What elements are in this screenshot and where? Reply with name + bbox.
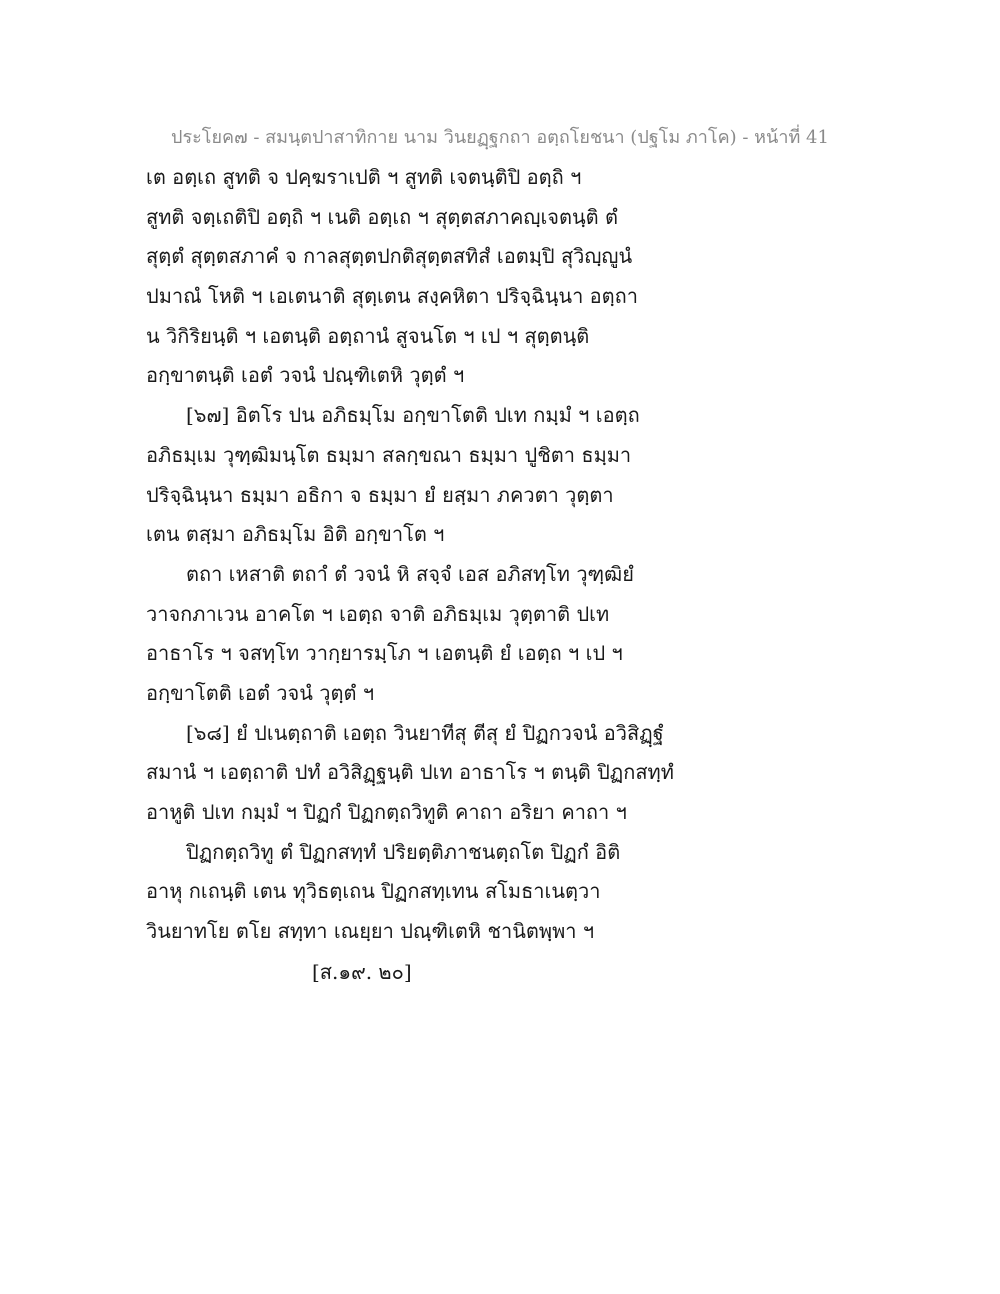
body-text [146, 158, 846, 952]
text-line: อาธาโร ฯ จสทฺโท วากฺยารมฺโภ ฯ เอตนฺติ ยํ เอตฺถ ฯ เป ฯ [146, 641, 623, 666]
text-line: อกฺขาโตติ เอตํ วจนํ วุตฺตํ ฯ [146, 680, 375, 705]
text-line: อาหุ กเถนฺติ เตน ทุวิธตฺเถน ปิฏกสทฺเทน สโมธาเนตฺวา [146, 879, 601, 904]
paragraph-start: ตถา เหสาติ ตถาํ ตํ วจนํ หิ สจฺจํ เอส อภิสทฺโท วุฑฺฒิยํ [186, 561, 634, 586]
text-line: อกฺขาตนฺติ เอตํ วจนํ ปณฺฑิเตหิ วุตฺตํ ฯ [146, 363, 465, 388]
text-line: วินยาทโย ตโย สทฺทา เณยฺยา ปณฺฑิเตหิ ชานิตพฺพา ฯ [146, 919, 595, 944]
text-line: สูทติ จตฺเถติปิ อตฺถิ ฯ เนติ อตฺเถ ฯ สุตฺตสภาคญฺเจตนฺติ ตํ [146, 204, 619, 229]
text-line: อภิธมฺเม วุฑฺฒิมนฺโต ธมฺมา สลกฺขณา ธมฺมา ปูชิตา ธมฺมา [146, 442, 632, 467]
text-line: เตน ตสฺมา อภิธมฺโม อิติ อกฺขาโต ฯ [146, 522, 445, 547]
paragraph-68-start: [๖๘] ยํ ปเนตฺถาติ เอตฺถ วินยาทีสุ ตีสุ ยํ ปิฏกวจนํ อวิสิฏฺฐํ [186, 720, 664, 745]
page-reference: [ส.๑๙. ๒๐] [312, 960, 412, 984]
paragraph-start: ปิฏกตฺถวิทู ตํ ปิฏกสทฺทํ ปริยตฺติภาชนตฺถโต ปิฏกํ อิติ [186, 839, 621, 864]
text-line: ปมาณํ โหติ ฯ เอเตนาติ สุตฺเตน สงฺคหิตา ปริจฺฉินฺนา อตฺถา [146, 284, 639, 309]
paragraph-67-start: [๖๗] อิตโร ปน อภิธมฺโม อกฺขาโตติ ปเท กมฺมํ ฯ เอตฺถ [186, 403, 640, 428]
running-header: ประโยค๗ - สมนฺตปาสาทิกาย นาม วินยฏฺฐกถา อตฺถโยชนา (ปฐโม ภาโค) - หน้าที่ 41 [171, 127, 829, 148]
text-line: สมานํ ฯ เอตฺถาติ ปทํ อวิสิฏฺฐนฺติ ปเท อาธาโร ฯ ตนฺติ ปิฏกสทฺทํ [146, 760, 674, 785]
text-line: เต อตฺเถ สูทติ จ ปคฺฆราเปติ ฯ สูทติ เจตนฺติปิ อตฺถิ ฯ [146, 165, 582, 189]
text-line: ปริจฺฉินฺนา ธมฺมา อธิกา จ ธมฺมา ยํ ยสฺมา ภควตา วุตฺตา [146, 482, 614, 507]
text-line: น วิกิริยนฺติ ฯ เอตนฺติ อตฺถานํ สูจนโต ฯ เป ฯ สุตฺตนฺติ [146, 323, 590, 348]
text-line: สุตฺตํ สุตฺตสภาคํ จ กาลสุตฺตปกติสุตฺตสทิสํ เอตมฺปิ สุวิญฺญูนํ [146, 244, 633, 269]
text-line: อาหูติ ปเท กมฺมํ ฯ ปิฏกํ ปิฏกตฺถวิทูติ คาถา อริยา คาถา ฯ [146, 800, 627, 824]
text-line: วาจกภาเวน อาคโต ฯ เอตฺถ จาติ อภิธมฺเม วุตฺตาติ ปเท [146, 601, 610, 626]
